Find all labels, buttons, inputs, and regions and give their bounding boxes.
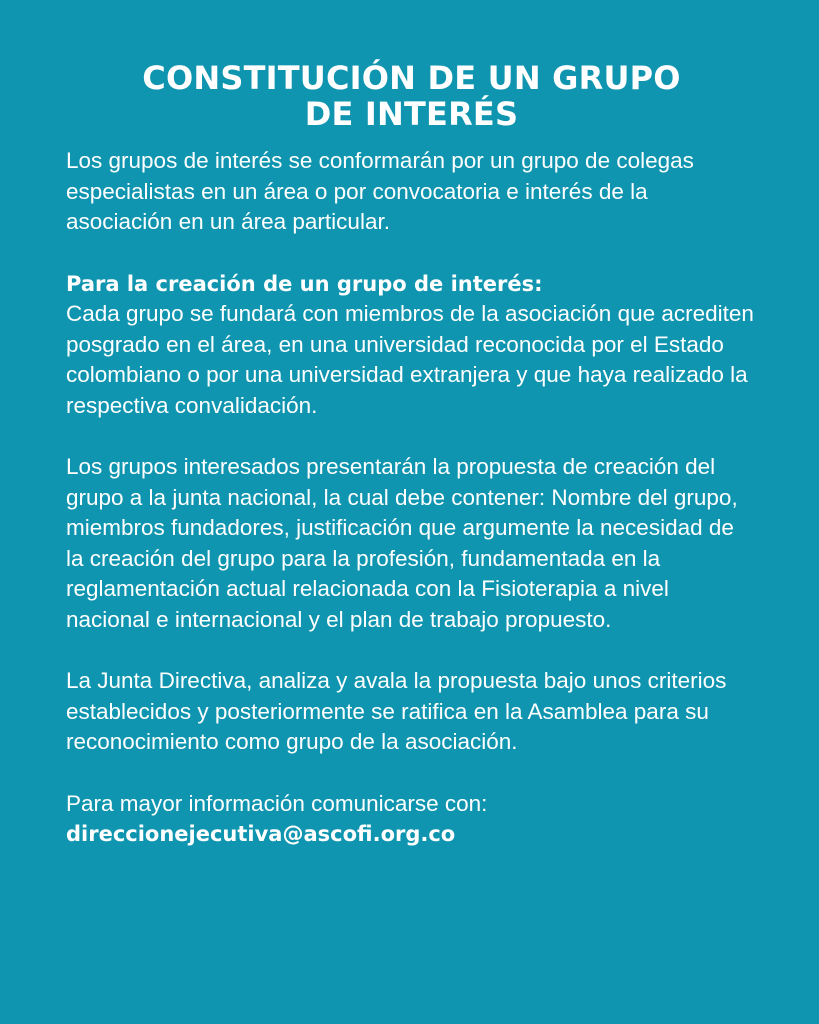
spacer xyxy=(66,421,757,452)
contact-section xyxy=(66,789,757,850)
spacer xyxy=(66,635,757,666)
contact-intro: Para mayor información comunicarse con: xyxy=(66,790,488,816)
creation-paragraph: Cada grupo se fundará con miembros de la asociación que acrediten posgrado en el área, en una universidad reconocida por el Estado colombiano o por una universidad extranjera y que haya realizado la respectiva convalidación. xyxy=(66,301,754,418)
page-title-line-1: CONSTITUCIÓN DE UN GRUPO xyxy=(142,59,681,97)
page-title xyxy=(66,60,757,132)
spacer xyxy=(66,758,757,789)
spacer xyxy=(66,238,757,269)
intro-paragraph: Los grupos de interés se conformarán por un grupo de colegas especialistas en un área o por convocatoria e interés de la asociación en un área particular. xyxy=(66,148,694,234)
page-title-line-2: DE INTERÉS xyxy=(304,95,519,133)
creation-section xyxy=(66,269,757,422)
contact-email-link[interactable]: direccionejecutiva@ascofi.org.co xyxy=(66,822,456,846)
creation-heading: Para la creación de un grupo de interés: xyxy=(66,271,543,296)
proposal-paragraph: Los grupos interesados presentarán la propuesta de creación del grupo a la junta nacional, la cual debe contener: Nombre del grupo, miembros fundadores, justificación que argumente la necesidad de la creación del grupo para la profesión, fundamentada en la reglamentación actual relacionada con la Fisioterapia a nivel nacional e internacional y el plan de trabajo propuesto. xyxy=(66,454,738,632)
ratification-paragraph: La Junta Directiva, analiza y avala la propuesta bajo unos criterios establecidos y posteriormente se ratifica en la Asamblea para su reconocimiento como grupo de la asociación. xyxy=(66,668,727,754)
content xyxy=(66,146,757,850)
